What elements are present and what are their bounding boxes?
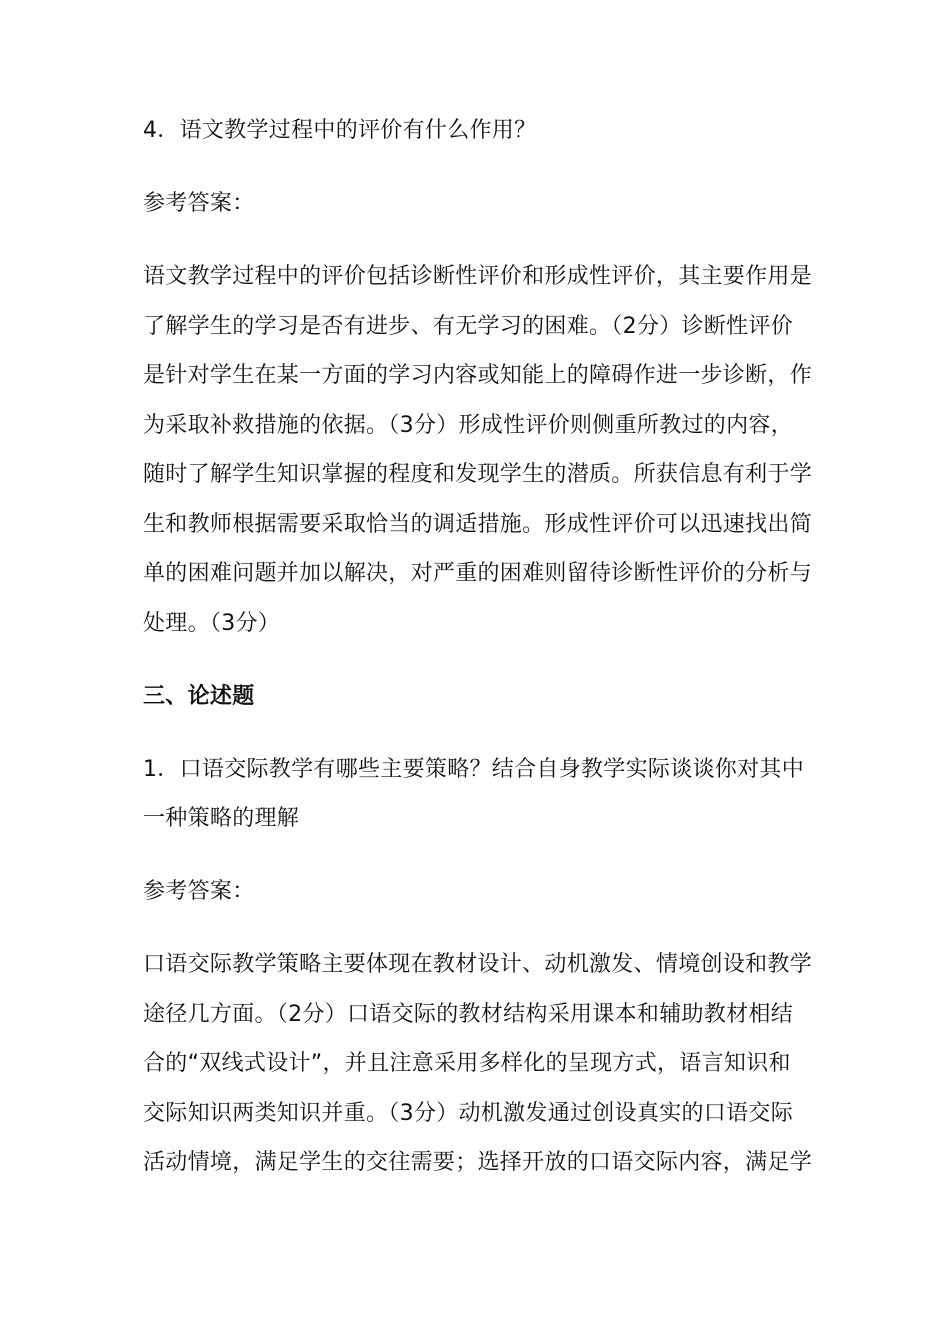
answer-line: 随时了解学生知识掌握的程度和发现学生的潜质。所获信息有利于学: [143, 462, 813, 487]
essay-title-line: 1．口语交际教学有哪些主要策略？结合自身教学实际谈谈你对其中: [143, 757, 804, 782]
answer-line: 生和教师根据需要采取恰当的调适措施。形成性评价可以迅速找出简: [143, 512, 813, 537]
question-4-title: 4．语文教学过程中的评价有什么作用？: [143, 118, 537, 143]
answer-line: 交际知识两类知识并重。（3分）动机激发通过创设真实的口语交际: [143, 1101, 793, 1126]
answer-line: 途径几方面。（2分）口语交际的教材结构采用课本和辅助教材相结: [143, 1002, 793, 1027]
answer-line: 为采取补救措施的依据。（3分）形成性评价则侧重所教过的内容，: [143, 413, 793, 438]
answer-line: 口语交际教学策略主要体现在教材设计、动机激发、情境创设和教学: [143, 952, 813, 977]
answer-line: 语文教学过程中的评价包括诊断性评价和形成性评价，其主要作用是: [143, 264, 813, 289]
answer-line: 了解学生的学习是否有进步、有无学习的困难。（2分）诊断性评价: [143, 314, 793, 339]
essay-1-answer-label: 参考答案：: [143, 879, 255, 904]
answer-line: 合的“双线式设计”，并且注意采用多样化的呈现方式，语言知识和: [143, 1051, 791, 1076]
essay-title-line: 一种策略的理解: [143, 806, 300, 831]
question-4-answer-label: 参考答案：: [143, 191, 255, 216]
answer-line: 是针对学生在某一方面的学习内容或知能上的障碍作进一步诊断，作: [143, 363, 813, 388]
section-heading: 三、论述题: [143, 684, 255, 709]
answer-line: 处理。（3分）: [143, 611, 281, 636]
answer-line: 活动情境，满足学生的交往需要；选择开放的口语交际内容，满足学: [143, 1150, 813, 1175]
answer-line: 单的困难问题并加以解决，对严重的困难则留待诊断性评价的分析与: [143, 561, 813, 586]
